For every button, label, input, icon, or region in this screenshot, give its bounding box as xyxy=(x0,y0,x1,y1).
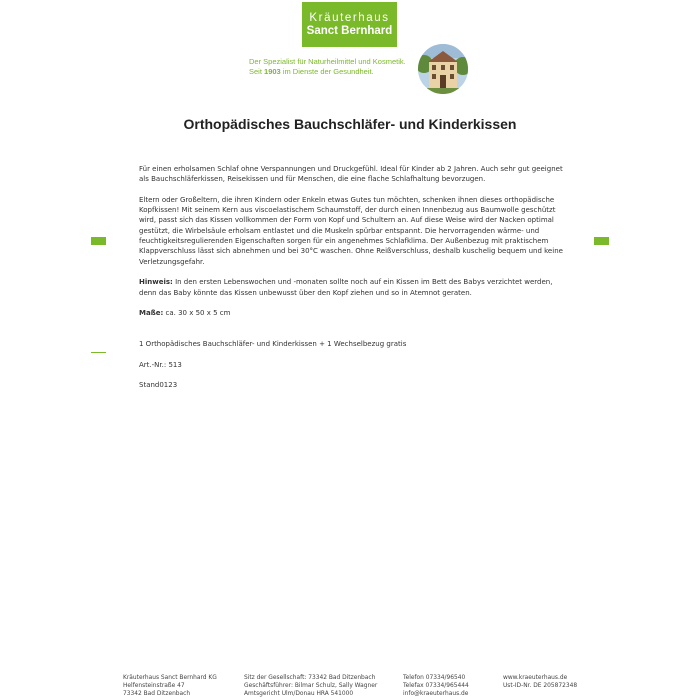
package-contents: 1 Orthopädisches Bauchschläfer- und Kinderkissen + 1 Wechselbezug gratis xyxy=(139,340,407,349)
size-label: Maße: xyxy=(139,309,164,318)
footer-line: Helfensteinstraße 47 xyxy=(123,683,185,689)
building-image xyxy=(418,44,468,94)
left-margin-mark xyxy=(91,237,106,245)
tagline-prefix: Seit xyxy=(249,67,262,76)
footer-web xyxy=(503,674,577,690)
footer-line: Kräuterhaus Sanct Bernhard KG xyxy=(123,675,217,681)
tagline-line-1: Der Spezialist für Naturheilmittel und Kosmetik. xyxy=(249,57,406,66)
revision-stand: Stand0123 xyxy=(139,381,178,390)
tagline-suffix: im Dienste der Gesundheit. xyxy=(282,67,374,76)
footer-website[interactable]: www.kraeuterhaus.de xyxy=(503,675,568,681)
footer-line: Geschäftsführer: Bilmar Schulz, Sally Wagner xyxy=(244,683,378,689)
hint-text: In den ersten Lebenswochen und -monaten sollte noch auf ein Kissen im Bett des Babys verzichtet werden, denn das Baby könnte das Kissen unbewusst über den Kopf ziehen und so in Atemnot geraten. xyxy=(139,278,553,297)
footer-email[interactable]: info@kraeuterhaus.de xyxy=(403,691,469,697)
building-photo xyxy=(418,44,468,94)
logo-line-2: Sanct Bernhard xyxy=(306,24,393,37)
footer-phone: Telefon 07334/96540 xyxy=(403,675,466,681)
footer-fax: Telefax 07334/965444 xyxy=(403,683,469,689)
footer-company xyxy=(123,674,217,698)
footer-line: Sitz der Gesellschaft: 73342 Bad Ditzenbach xyxy=(244,675,376,681)
footer-line: 73342 Bad Ditzenbach xyxy=(123,691,191,697)
product-description xyxy=(139,164,564,401)
right-margin-mark xyxy=(594,237,609,245)
fold-mark xyxy=(91,352,106,353)
footer xyxy=(0,674,700,700)
footer-line: Amtsgericht Ulm/Donau HRA 541000 xyxy=(244,691,354,697)
spacer xyxy=(139,329,564,339)
detail-paragraph: Eltern oder Großeltern, die ihren Kindern oder Enkeln etwas Gutes tun möchten, schenken ihnen dieses orthopädische Kopfkissen! Mit seinem Kern aus viscoelastischem Schaumstoff, der durch einen Innenbezug aus Baumwolle geschützt wird, passt sich das Kissen vollkommen der Form von Kopf und Schultern an. Auf diese Weise wird der Nacken optimal gestützt, die Wirbelsäule erholsam entlastet und die Muskeln spürbar entspannt. Die hervorragenden wärme- und feuchtigkeitsregulierenden Eigenschaften sorgen für ein angenehmes Schlafklima. Der Außenbezug mit praktischem Klappverschluss lässt sich abnehmen und bei 30°C waschen. Ohne Reißverschluss, deshalb kuschelig bequem und keine Verletzungsgefahr. xyxy=(139,195,563,266)
intro-paragraph: Für einen erholsamen Schlaf ohne Verspannungen und Druckgefühl. Ideal für Kinder ab 2 Jahren. Auch sehr gut geeignet als Bauchschläferkissen, Reisekissen und für Menschen, die eine flache Schlafhaltung bevorzugen. xyxy=(139,165,563,184)
tagline-year: 1903 xyxy=(264,67,281,76)
hint-label: Hinweis: xyxy=(139,278,173,287)
hint-paragraph xyxy=(139,277,564,298)
brand-logo xyxy=(302,2,397,47)
footer-contact xyxy=(403,674,469,698)
size-paragraph xyxy=(139,308,564,318)
logo-line-1: Kräuterhaus xyxy=(309,12,390,25)
page-title: Orthopädisches Bauchschläfer- und Kinderkissen xyxy=(183,116,517,132)
tagline-line-2 xyxy=(249,67,406,77)
article-number: Art.-Nr.: 513 xyxy=(139,360,182,369)
footer-vat-id: Ust-ID-Nr. DE 205872348 xyxy=(503,683,578,689)
tagline xyxy=(249,57,406,77)
footer-legal xyxy=(244,674,377,698)
size-text: ca. 30 x 50 x 5 cm xyxy=(165,309,231,318)
